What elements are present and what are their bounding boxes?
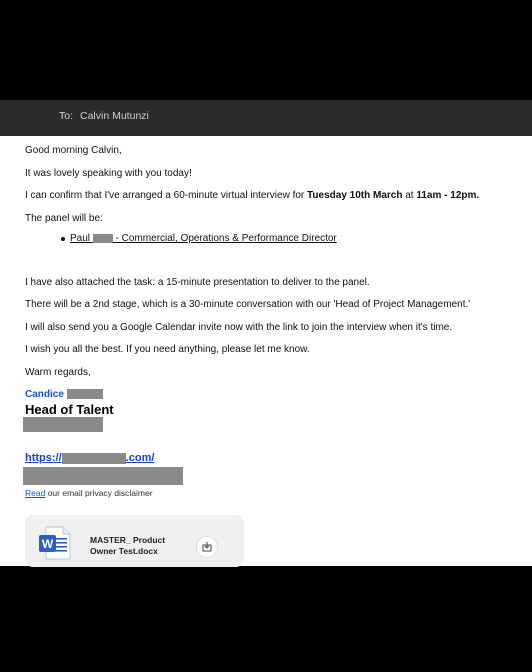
body-line-task: I have also attached the task: a 15-minute presentation to deliver to the panel.: [25, 277, 370, 288]
download-button[interactable]: [196, 536, 218, 558]
signature-title: Head of Talent: [25, 402, 114, 417]
body-line-stage: There will be a 2nd stage, which is a 30-minute conversation with our 'Head of Project Management.': [25, 299, 471, 310]
panel-intro: The panel will be:: [25, 213, 103, 224]
word-doc-icon: [37, 525, 73, 561]
redaction-bar: [93, 234, 113, 243]
attachment-card[interactable]: [25, 515, 244, 567]
redaction-bar: [23, 417, 103, 432]
interview-at: at: [402, 190, 417, 201]
email-header: [0, 100, 532, 137]
privacy-text: our email privacy disclaimer: [45, 488, 153, 498]
signature-first-name: Candice: [25, 389, 64, 400]
panel-member-name: Paul: [70, 233, 91, 244]
to-label: To:: [59, 110, 74, 122]
sign-off: Warm regards,: [25, 367, 91, 378]
panel-member: [70, 233, 337, 244]
body-line-calendar: I will also send you a Google Calendar invite now with the link to join the interview when it's time.: [25, 322, 453, 333]
download-icon: [197, 537, 217, 557]
company-website-link[interactable]: [25, 452, 154, 464]
link-prefix: https://: [25, 452, 62, 464]
body-line-interview: [25, 190, 479, 201]
privacy-read-link[interactable]: Read: [25, 488, 46, 498]
attachment-filename: [90, 535, 165, 557]
interview-time: 11am - 12pm.: [416, 190, 480, 201]
signature-name: [25, 389, 103, 400]
attachment-name-line2: Owner Test.docx: [90, 546, 158, 556]
link-suffix: .com/: [125, 452, 155, 464]
attachment-name-line1: MASTER_ Product: [90, 535, 166, 545]
svg-text:W: W: [41, 537, 54, 551]
recipient-name[interactable]: Calvin Mutunzi: [80, 110, 149, 122]
bullet-dot: [61, 237, 65, 241]
redaction-bar: [62, 453, 126, 464]
redaction-bar: [67, 389, 103, 399]
email-body: [0, 136, 532, 566]
privacy-disclaimer: [25, 488, 153, 498]
interview-text: I can confirm that I've arranged a 60-minute virtual interview for: [25, 190, 308, 201]
redaction-bar: [23, 467, 183, 485]
body-line-lovely: It was lovely speaking with you today!: [25, 168, 192, 179]
interview-date: Tuesday 10th March: [307, 190, 403, 201]
body-line-wish: I wish you all the best. If you need anything, please let me know.: [25, 344, 310, 355]
panel-member-role: - Commercial, Operations & Performance Director: [112, 233, 337, 244]
greeting: Good morning Calvin,: [25, 145, 122, 156]
